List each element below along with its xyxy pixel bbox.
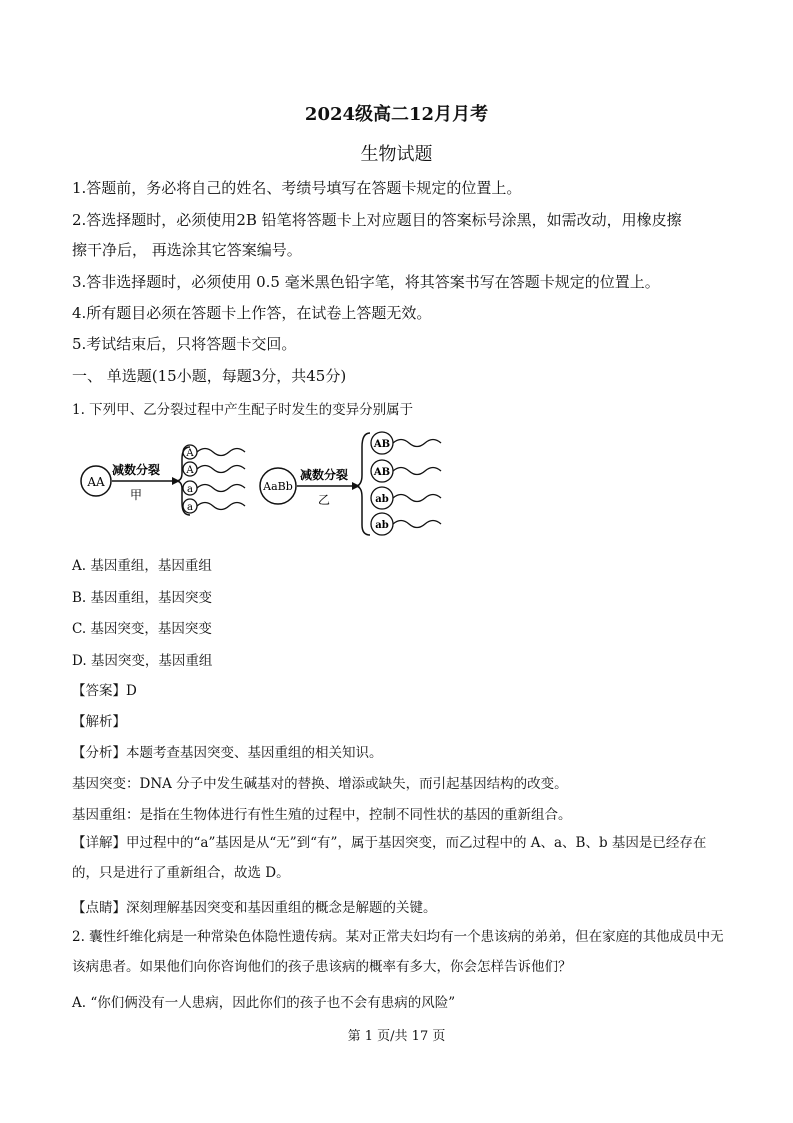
detail-text: 【详解】甲过程中的“a”基因是从“无”到“有”，属于基因突变，而乙过程中的 A、a、B、b 基因是已经存在的，只是进行了重新组合，故选 D。: [72, 835, 707, 881]
left-gamete-4: [183, 499, 245, 513]
right-gamete-1: [371, 432, 441, 454]
exam-subtitle: 生物试题: [360, 144, 433, 165]
instruction-3: 3.答非选择题时，必须使用 0.5 毫米黑色铅字笔，将其答案书写在答题卡规定的位置上。: [72, 273, 660, 291]
left-jia-label: 甲: [129, 488, 143, 502]
question-1-stem: 1. 下列甲、乙分裂过程中产生配子时发生的变异分别属于: [72, 402, 414, 418]
right-parent-label: AaBb: [263, 480, 293, 493]
page-number: 第 1 页/共 17 页: [347, 1029, 446, 1044]
left-parent-label: AA: [87, 475, 105, 489]
comment-text: 【点睛】深刻理解基因突变和基因重组的概念是解题的关键。: [72, 900, 437, 916]
right-yi-label: 乙: [317, 493, 331, 507]
recombination-definition: 基因重组：是指在生物体进行有性生殖的过程中，控制不同性状的基因的重新组合。: [72, 807, 572, 823]
right-gamete-4: [371, 513, 441, 535]
analysis-text: 【分析】本题考查基因突变、基因重组的相关知识。: [72, 745, 383, 761]
question-1-options: [72, 554, 212, 680]
mutation-definition: 基因突变：DNA 分子中发生碱基对的替换、增添或缺失，而引起基因结构的改变。: [72, 776, 568, 792]
section-heading: 一、 单选题(15小题，每题3分，共45分): [72, 367, 347, 385]
exam-title: 2024级高二12月月考: [304, 104, 489, 125]
question-2-stem: 2. 囊性纤维化病是一种常染色体隐性遗传病。某对正常夫妇均有一个患该病的弟弟，但在家庭的其他成员中无该病患者。如果他们向你咨询他们的孩子患该病的概率有多大，你会怎样告诉他们？: [72, 929, 724, 975]
instruction-2: 2.答选择题时，必须使用2B 铅笔将答题卡上对应题目的答案标号涂黑，如需改动，用橡皮擦: [72, 211, 682, 229]
right-gamete-2: [371, 460, 441, 482]
option-c[interactable]: C. 基因突变，基因突变: [72, 621, 212, 637]
right-gamete-3: [371, 487, 441, 509]
answer-label: 【答案】D: [72, 683, 137, 699]
svg-text:ab: ab: [375, 520, 389, 531]
svg-text:AB: AB: [373, 467, 391, 478]
question-2-option-a[interactable]: A. “你们俩没有一人患病，因此你们的孩子也不会有患病的风险”: [72, 995, 456, 1011]
svg-text:A: A: [186, 465, 194, 476]
meiosis-diagram: [72, 425, 442, 540]
instruction-4: 4.所有题目必须在答题卡上作答，在试卷上答题无效。: [72, 304, 432, 322]
instruction-2-cont: 擦干净后， 再选涂其它答案编号。: [72, 241, 302, 259]
svg-text:ab: ab: [375, 494, 389, 505]
left-gamete-3: [183, 481, 245, 495]
svg-text:a: a: [187, 484, 193, 495]
svg-text:a: a: [187, 502, 193, 513]
instruction-1: 1.答题前，务必将自己的姓名、考绩号填写在答题卡规定的位置上。: [72, 179, 522, 197]
svg-text:A: A: [186, 448, 194, 459]
instruction-5: 5.考试结束后，只将答题卡交回。: [72, 335, 297, 353]
svg-text:AB: AB: [373, 439, 391, 450]
option-a[interactable]: A. 基因重组，基因重组: [72, 558, 212, 574]
right-brace: [355, 433, 370, 535]
option-d[interactable]: D. 基因突变，基因重组: [72, 652, 213, 669]
analysis-label: 【解析】: [72, 714, 126, 730]
left-process-label: 减数分裂: [111, 463, 161, 477]
right-process-label: 减数分裂: [299, 468, 349, 482]
left-gamete-2: [183, 462, 245, 476]
left-gamete-1: [183, 445, 245, 459]
option-b[interactable]: B. 基因重组，基因突变: [72, 589, 213, 606]
